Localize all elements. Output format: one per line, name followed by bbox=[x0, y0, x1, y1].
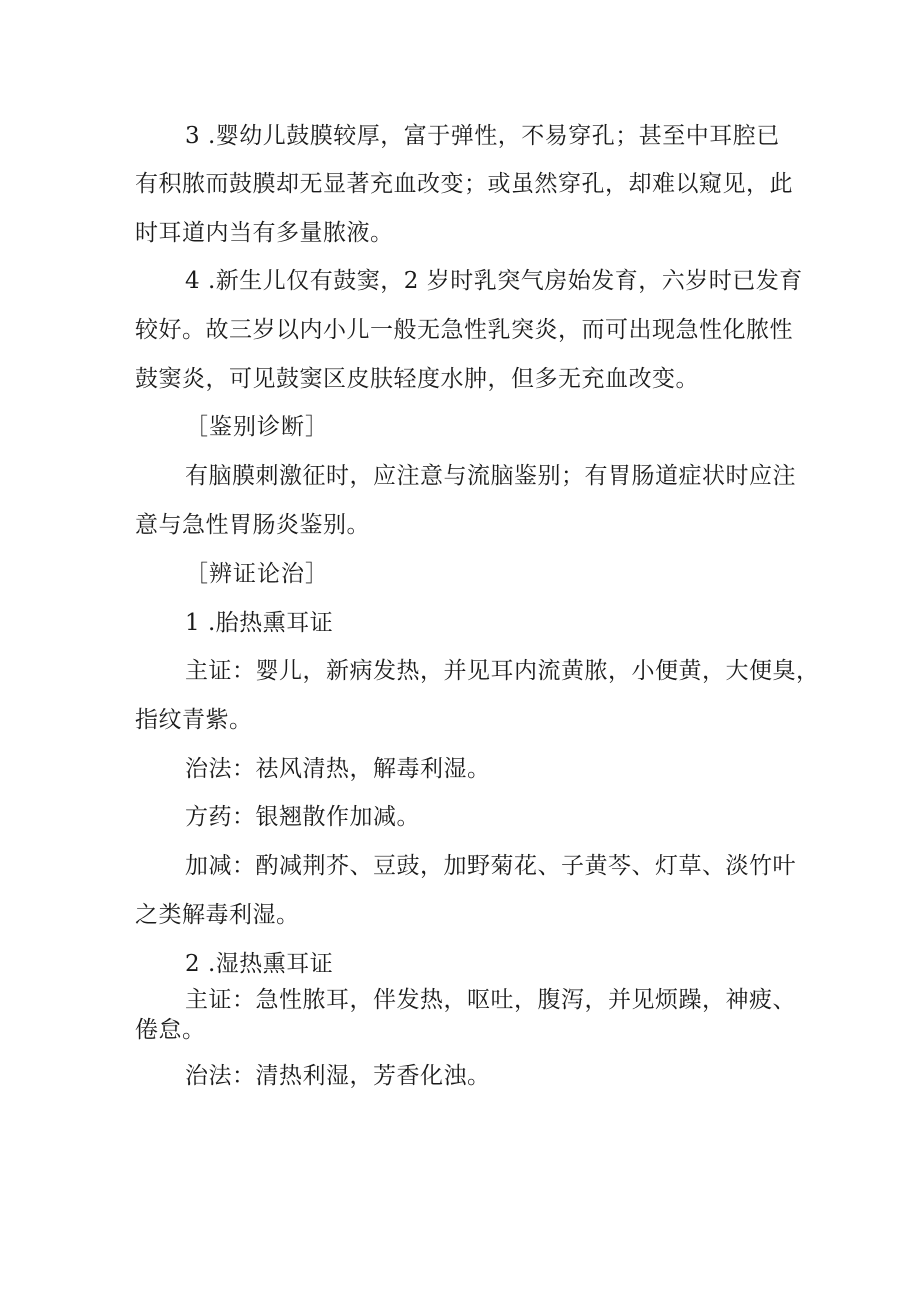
para-differential-line-2: 意与急性胃肠炎鉴别。 bbox=[135, 512, 370, 538]
para-infant-eardrum-line-1: 3 .婴幼儿鼓膜较厚，富于弹性，不易穿孔；甚至中耳腔已 bbox=[185, 123, 780, 149]
para-infant-eardrum-line-3: 时耳道内当有多量脓液。 bbox=[135, 220, 394, 246]
para-prescription-1: 方药：银翘散作加减。 bbox=[185, 804, 420, 830]
para-main-symptoms-2-line-1: 主证：急性脓耳，伴发热，呕吐，腹泻，并见烦躁，神疲、 bbox=[185, 987, 796, 1013]
para-treatment-method-1: 治法：祛风清热，解毒利湿。 bbox=[185, 756, 491, 782]
section-heading-differential-diagnosis: ［鉴别诊断］ bbox=[185, 414, 329, 440]
para-newborn-antrum-line-2: 较好。故三岁以内小儿一般无急性乳突炎，而可出现急性化脓性 bbox=[135, 317, 793, 343]
subheading-damp-heat: 2 .湿热熏耳证 bbox=[185, 951, 334, 977]
para-main-symptoms-1-line-2: 指纹青紫。 bbox=[135, 707, 253, 733]
para-infant-eardrum-line-2: 有积脓而鼓膜却无显著充血改变；或虽然穿孔，却难以窥见，此 bbox=[135, 171, 793, 197]
para-modification-line-2: 之类解毒利湿。 bbox=[135, 902, 300, 928]
para-main-symptoms-1-line-1: 主证：婴儿，新病发热，并见耳内流黄脓，小便黄，大便臭， bbox=[185, 658, 820, 684]
section-heading-syndrome-treatment: ［辨证论治］ bbox=[185, 561, 329, 587]
para-differential-line-1: 有脑膜刺激征时，应注意与流脑鉴别；有胃肠道症状时应注 bbox=[185, 463, 796, 489]
para-newborn-antrum-line-1: 4 .新生儿仅有鼓窦，2 岁时乳突气房始发育，六岁时已发育 bbox=[185, 268, 803, 294]
para-modification-line-1: 加减：酌减荆芥、豆豉，加野菊花、子黄芩、灯草、淡竹叶 bbox=[185, 853, 796, 879]
para-main-symptoms-2-line-2: 倦怠。 bbox=[135, 1017, 206, 1043]
para-treatment-method-2: 治法：清热利湿，芳香化浊。 bbox=[185, 1063, 491, 1089]
para-newborn-antrum-line-3: 鼓窦炎，可见鼓窦区皮肤轻度水肿，但多无充血改变。 bbox=[135, 366, 699, 392]
subheading-fetal-heat: 1 .胎热熏耳证 bbox=[185, 610, 334, 636]
